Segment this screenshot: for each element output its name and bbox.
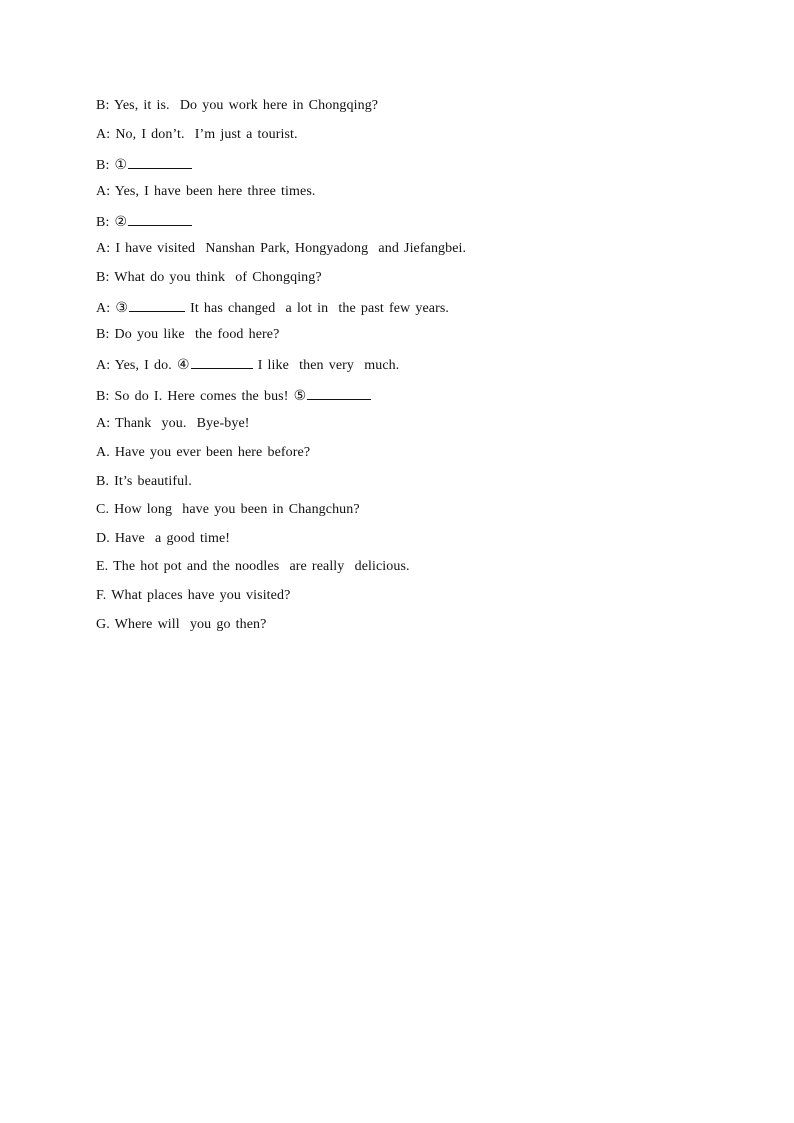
option-letter: E. (96, 559, 109, 575)
option-e (96, 557, 716, 586)
blank-number: ④ (176, 357, 190, 374)
speaker: A: (96, 301, 111, 317)
answer-blank-1 (128, 153, 192, 169)
utterance: I like then very much. (252, 358, 400, 374)
option-letter: A. (96, 444, 110, 460)
utterance: Yes, I do. (114, 358, 177, 374)
blank-number: ③ (115, 300, 128, 317)
speaker: A: (96, 416, 111, 432)
utterance: Do you like the food here? (114, 326, 280, 342)
utterance: It has changed a lot in the past few years. (184, 301, 449, 317)
speaker: A: (96, 126, 111, 142)
speaker: B: (96, 158, 110, 174)
utterance: No, I don’t. I’m just a tourist. (115, 126, 298, 142)
blank-number: ① (114, 157, 128, 174)
utterance: So do I. Here comes the bus! (114, 388, 294, 404)
speaker: B: (96, 269, 110, 285)
blank-number: ⑤ (293, 387, 307, 404)
option-letter: B. (96, 473, 110, 489)
utterance: Yes, it is. Do you work here in Chongqing? (114, 98, 379, 113)
option-text: Have a good time! (114, 530, 231, 546)
option-text: What places have you visited? (111, 587, 291, 603)
speaker: B: (96, 98, 110, 113)
utterance: I have visited Nanshan Park, Hongyadong and Jiefangbei. (115, 240, 467, 256)
exercise-text (96, 96, 716, 643)
option-g (96, 615, 716, 644)
dialogue-line-3 (96, 153, 716, 182)
option-letter: G. (96, 616, 110, 632)
blank-number: ② (114, 214, 128, 231)
option-letter: F. (96, 587, 107, 603)
dialogue-line-5 (96, 210, 716, 239)
speaker: A: (96, 183, 111, 199)
dialogue-line-11 (96, 384, 716, 415)
option-a (96, 443, 716, 472)
option-c (96, 500, 716, 529)
dialogue-line-1 (96, 96, 716, 125)
option-letter: C. (96, 502, 110, 518)
utterance: Yes, I have been here three times. (114, 183, 316, 199)
answer-blank-4 (191, 353, 253, 369)
dialogue-line-9 (96, 325, 716, 354)
option-text: Have you ever been here before? (114, 444, 311, 460)
speaker: B: (96, 326, 110, 342)
option-b (96, 472, 716, 501)
option-f (96, 586, 716, 615)
option-text: Where will you go then? (114, 616, 267, 632)
utterance: Thank you. Bye-bye! (115, 416, 250, 432)
dialogue-line-12 (96, 414, 716, 443)
answer-blank-2 (128, 210, 192, 226)
dialogue-line-4 (96, 182, 716, 211)
dialogue-line-8 (96, 296, 716, 325)
dialogue-line-10 (96, 353, 716, 384)
dialogue-line-7 (96, 268, 716, 297)
answer-blank-3 (129, 296, 185, 312)
dialogue-line-2 (96, 125, 716, 154)
option-text: It’s beautiful. (114, 473, 192, 489)
speaker: A: (96, 358, 111, 374)
option-d (96, 529, 716, 558)
option-text: The hot pot and the noodles are really delicious. (113, 559, 410, 575)
speaker: B: (96, 215, 110, 231)
speaker: A: (96, 240, 111, 256)
speaker: B: (96, 388, 110, 404)
dialogue-line-6 (96, 239, 716, 268)
option-text: How long have you been in Changchun? (114, 502, 360, 518)
answer-blank-5 (307, 384, 371, 400)
option-letter: D. (96, 530, 110, 546)
utterance: What do you think of Chongqing? (114, 269, 322, 285)
